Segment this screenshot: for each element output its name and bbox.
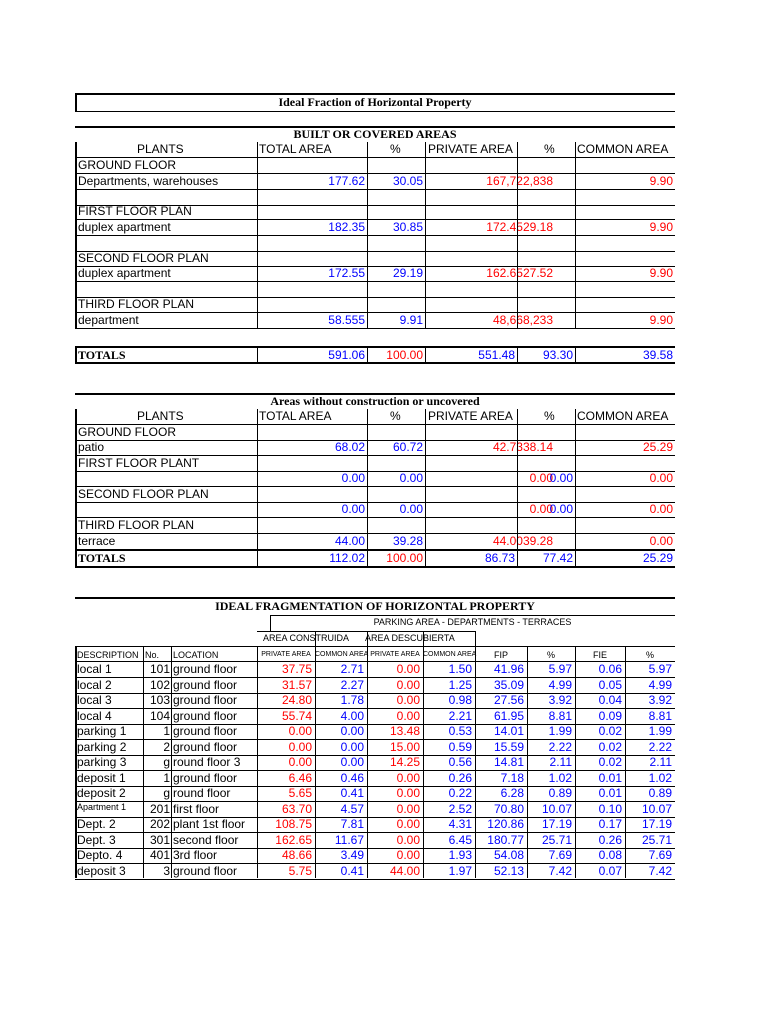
grid-line <box>75 328 675 329</box>
frag-number: 202 <box>149 817 170 831</box>
grid-line <box>257 409 258 549</box>
frag-value-col-6: 0.26 <box>448 771 472 785</box>
frag-value-col-8: 8.81 <box>548 709 572 723</box>
frag-value-col-5: 44.00 <box>389 864 420 878</box>
percent-value: 60.72 <box>392 440 423 454</box>
frag-value-col-4: 4.00 <box>340 709 364 723</box>
frag-value-col-7: 52.13 <box>493 864 524 878</box>
frag-value-col-6: 2.52 <box>448 802 472 816</box>
grid-line <box>75 281 675 282</box>
group-header-built: AREA CONSTRUIDA <box>263 633 350 643</box>
frag-value-col-8: 1.02 <box>548 771 572 785</box>
column-header: COMMON AREA <box>577 409 669 423</box>
frag-value-col-5: 13.48 <box>389 724 420 738</box>
frag-value-col-9: 0.01 <box>598 771 622 785</box>
frag-column-header: No. <box>145 650 160 660</box>
frag-number: 103 <box>149 693 170 707</box>
grid-line <box>575 549 576 566</box>
frag-value-col-10: 4.99 <box>648 678 672 692</box>
frag-value-col-10: 2.11 <box>649 755 672 769</box>
frag-description: Dept. 2 <box>77 817 116 831</box>
frag-value-col-5: 0.00 <box>396 848 420 862</box>
grid-line <box>367 346 368 362</box>
grid-line <box>315 631 316 646</box>
row-label: duplex apartment <box>78 220 171 234</box>
frag-value-col-4: 1.78 <box>340 693 364 707</box>
group-header-uncovered: AREA DESCUBIERTA <box>365 633 455 643</box>
row-label: THIRD FLOOR PLAN <box>78 297 195 311</box>
common-area-value: 0.00 <box>649 502 673 516</box>
totals-private-percent: 93.30 <box>542 348 573 362</box>
frag-location: ground floor <box>173 662 238 676</box>
frag-value-col-3: 24.80 <box>281 693 312 707</box>
common-area-value: 9.90 <box>649 313 673 327</box>
totals-percent: 100.00 <box>386 348 423 362</box>
frag-value-col-6: 0.98 <box>448 693 472 707</box>
frag-column-header: FIP <box>493 650 508 660</box>
frag-value-col-7: 180.77 <box>487 833 524 847</box>
grid-line <box>143 646 144 878</box>
grid-line <box>75 549 77 566</box>
frag-subtitle: PARKING AREA - DEPARTMENTS - TERRACES <box>373 617 572 627</box>
frag-value-col-4: 0.41 <box>340 864 364 878</box>
frag-value-col-4: 0.00 <box>340 755 364 769</box>
frag-value-col-5: 14.25 <box>389 755 420 769</box>
frag-value-col-8: 7.42 <box>548 864 572 878</box>
frag-value-col-4: 3.49 <box>340 848 364 862</box>
row-label: department <box>78 313 139 327</box>
frag-value-col-6: 1.97 <box>448 864 472 878</box>
frag-value-col-7: 7.18 <box>500 771 524 785</box>
frag-number: 2 <box>163 740 170 754</box>
frag-description: deposit 2 <box>77 786 126 800</box>
grid-line <box>367 631 368 646</box>
percent-value: 0.00 <box>399 502 423 516</box>
common-area-value: 0.00 <box>649 471 673 485</box>
frag-value-col-10: 8.81 <box>648 709 672 723</box>
totals-private-percent: 77.42 <box>542 551 573 565</box>
frag-value-col-6: 2.21 <box>448 709 472 723</box>
frag-value-col-8: 5.97 <box>548 662 572 676</box>
frag-location: round floor 3 <box>173 755 241 769</box>
row-label: patio <box>78 440 105 454</box>
totals-total-area: 112.02 <box>329 551 365 565</box>
frag-location: ground floor <box>173 724 238 738</box>
frag-value-col-9: 0.08 <box>598 848 622 862</box>
frag-value-col-7: 41.96 <box>493 662 524 676</box>
frag-location: ground floor <box>173 771 238 785</box>
frag-value-col-8: 2.22 <box>548 740 572 754</box>
frag-value-col-5: 0.00 <box>396 817 420 831</box>
total-area-value: 58.555 <box>328 313 365 327</box>
grid-line <box>425 346 426 362</box>
grid-line <box>75 646 675 647</box>
column-header: % <box>544 409 555 423</box>
frag-value-col-8: 1.99 <box>548 724 572 738</box>
frag-number: 1 <box>163 771 170 785</box>
frag-column-header: DESCRIPTION <box>77 650 139 660</box>
frag-value-col-8: 10.07 <box>541 802 572 816</box>
grid-line <box>75 409 77 549</box>
frag-column-header: FIE <box>592 650 607 660</box>
frag-value-col-3: 31.57 <box>281 678 312 692</box>
frag-number: g <box>163 786 170 800</box>
frag-column-header: COMMON AREA <box>315 651 369 658</box>
frag-value-col-9: 0.04 <box>598 693 622 707</box>
grid-line <box>575 142 576 328</box>
frag-description: deposit 3 <box>77 864 126 878</box>
total-area-value: 172.55 <box>328 266 365 280</box>
frag-description: Depto. 4 <box>77 848 123 862</box>
grid-line <box>257 549 258 566</box>
total-area-value: 177.62 <box>328 174 365 188</box>
grid-line <box>257 346 258 362</box>
frag-value-col-7: 54.08 <box>493 848 524 862</box>
frag-description: parking 3 <box>77 755 127 769</box>
frag-number: g <box>163 755 170 769</box>
frag-value-col-5: 0.00 <box>396 662 420 676</box>
frag-value-col-5: 0.00 <box>396 693 420 707</box>
total-area-value: 0.00 <box>341 471 365 485</box>
frag-value-col-10: 25.71 <box>641 833 672 847</box>
frag-number: 104 <box>149 709 170 723</box>
row-label: SECOND FLOOR PLAN <box>78 487 209 501</box>
column-header: PRIVATE AREA <box>428 142 513 156</box>
frag-value-col-5: 0.00 <box>396 802 420 816</box>
frag-value-col-5: 0.00 <box>396 786 420 800</box>
private-area-value: 172.4529.18 <box>486 220 553 234</box>
percent-value: 30.05 <box>392 174 423 188</box>
frag-description: Apartment 1 <box>77 802 127 812</box>
frag-value-col-4: 2.71 <box>340 662 364 676</box>
grid-line <box>423 631 424 646</box>
row-label: duplex apartment <box>78 266 171 280</box>
frag-value-col-8: 7.69 <box>548 848 572 862</box>
frag-value-col-8: 0.89 <box>548 786 572 800</box>
frag-description: parking 1 <box>77 724 127 738</box>
frag-value-col-3: 5.75 <box>288 864 312 878</box>
grid-line <box>257 631 475 632</box>
frag-value-col-9: 0.10 <box>598 802 622 816</box>
grid-line <box>517 346 518 362</box>
totals-private-area: 551.48 <box>478 348 515 362</box>
row-label: GROUND FLOOR <box>78 158 177 172</box>
common-area-value: 9.90 <box>649 220 673 234</box>
totals-label: TOTALS <box>78 348 126 362</box>
frag-value-col-8: 4.99 <box>548 678 572 692</box>
frag-value-col-4: 11.67 <box>334 833 364 847</box>
frag-number: 102 <box>149 678 170 692</box>
grid-line <box>475 631 476 646</box>
frag-description: parking 2 <box>77 740 127 754</box>
frag-value-col-8: 2.11 <box>549 755 572 769</box>
frag-location: first floor <box>173 802 220 816</box>
frag-value-col-5: 0.00 <box>396 771 420 785</box>
frag-value-col-10: 2.22 <box>648 740 672 754</box>
frag-value-col-9: 0.05 <box>598 678 622 692</box>
frag-value-col-10: 17.19 <box>641 817 672 831</box>
grid-line <box>527 646 528 878</box>
frag-value-col-3: 48.66 <box>281 848 312 862</box>
private-area-value: 0.00 <box>529 502 553 516</box>
row-label: THIRD FLOOR PLAN <box>78 518 195 532</box>
private-area-value: 162.6527.52 <box>486 266 553 280</box>
totals-label: TOTALS <box>78 551 126 565</box>
row-label: FIRST FLOOR PLANT <box>78 456 200 470</box>
grid-line <box>517 142 518 328</box>
total-area-value: 44.00 <box>334 534 365 548</box>
grid-line <box>517 409 518 549</box>
grid-line <box>75 142 77 328</box>
percent-value: 39.28 <box>392 534 423 548</box>
column-header: PLANTS <box>137 142 184 156</box>
percent-value: 29.19 <box>392 266 423 280</box>
common-area-value: 9.90 <box>649 174 673 188</box>
frag-value-col-6: 6.45 <box>448 833 472 847</box>
private-area-value: 42.7338.14 <box>492 440 553 454</box>
frag-description: local 3 <box>77 693 112 707</box>
frag-description: local 4 <box>77 709 112 723</box>
grid-line <box>475 646 476 878</box>
column-header: PLANTS <box>137 409 184 423</box>
frag-number: 201 <box>149 802 170 816</box>
grid-line <box>367 142 368 328</box>
grid-line <box>171 646 172 878</box>
private-percent-value: 0.00 <box>549 502 573 516</box>
frag-number: 101 <box>149 662 170 676</box>
row-label: Departments, warehouses <box>78 174 219 188</box>
frag-value-col-4: 4.57 <box>340 802 364 816</box>
frag-value-col-9: 0.09 <box>598 709 622 723</box>
frag-value-col-3: 5.65 <box>288 786 312 800</box>
row-label: SECOND FLOOR PLAN <box>78 251 209 265</box>
grid-line <box>315 646 316 878</box>
grid-line <box>75 362 675 364</box>
private-area-value: 48,668,233 <box>492 313 553 327</box>
frag-value-col-4: 7.81 <box>340 817 364 831</box>
common-area-value: 25.29 <box>642 440 673 454</box>
common-area-value: 9.90 <box>649 266 673 280</box>
page-title: Ideal Fraction of Horizontal Property <box>278 95 472 109</box>
totals-total-area: 591.06 <box>328 348 365 362</box>
grid-line <box>575 646 576 878</box>
private-area-value: 0.00 <box>529 471 553 485</box>
percent-value: 0.00 <box>399 471 423 485</box>
grid-line <box>270 615 675 616</box>
frag-value-col-9: 0.26 <box>598 833 622 847</box>
frag-value-col-9: 0.06 <box>598 662 622 676</box>
total-area-value: 0.00 <box>341 502 365 516</box>
frag-value-col-5: 15.00 <box>389 740 420 754</box>
grid-line <box>575 409 576 549</box>
grid-line <box>425 409 426 549</box>
frag-value-col-3: 162.65 <box>275 833 312 847</box>
grid-line <box>257 142 258 328</box>
frag-value-col-7: 27.56 <box>493 693 524 707</box>
frag-column-header: PRIVATE AREA <box>261 651 311 658</box>
built-title: BUILT OR COVERED AREAS <box>293 127 457 141</box>
frag-value-col-6: 1.25 <box>448 678 472 692</box>
frag-value-col-10: 1.02 <box>648 771 672 785</box>
frag-description: local 1 <box>77 662 112 676</box>
frag-value-col-3: 37.75 <box>281 662 312 676</box>
frag-value-col-3: 0.00 <box>288 755 312 769</box>
row-label: FIRST FLOOR PLAN <box>78 204 192 218</box>
column-header: % <box>390 142 401 156</box>
frag-value-col-7: 61.95 <box>493 709 524 723</box>
frag-value-col-5: 0.00 <box>396 678 420 692</box>
grid-line <box>75 235 675 236</box>
column-header: PRIVATE AREA <box>428 409 513 423</box>
grid-line <box>367 549 368 566</box>
column-header: TOTAL AREA <box>259 409 332 423</box>
frag-number: 3 <box>163 864 170 878</box>
frag-value-col-7: 70.80 <box>493 802 524 816</box>
totals-common-area: 39.58 <box>642 348 673 362</box>
frag-value-col-10: 7.69 <box>648 848 672 862</box>
percent-value: 30.85 <box>392 220 423 234</box>
common-area-value: 0.00 <box>649 534 673 548</box>
frag-value-col-6: 0.59 <box>448 740 472 754</box>
frag-value-col-4: 2.27 <box>340 678 364 692</box>
frag-value-col-4: 0.00 <box>340 740 364 754</box>
grid-line <box>270 615 271 631</box>
frag-value-col-10: 0.89 <box>648 786 672 800</box>
frag-value-col-8: 3.92 <box>548 693 572 707</box>
frag-location: plant 1st floor <box>173 817 246 831</box>
total-area-value: 68.02 <box>334 440 365 454</box>
frag-value-col-9: 0.02 <box>598 755 622 769</box>
frag-column-header: % <box>546 650 555 660</box>
frag-value-col-3: 0.00 <box>288 740 312 754</box>
frag-value-col-9: 0.07 <box>598 864 622 878</box>
frag-location: ground floor <box>173 709 238 723</box>
frag-value-col-6: 0.22 <box>448 786 472 800</box>
frag-value-col-3: 0.00 <box>288 724 312 738</box>
frag-number: 401 <box>149 848 170 862</box>
private-area-value: 167,722,838 <box>486 174 553 188</box>
frag-value-col-4: 0.00 <box>340 724 364 738</box>
frag-value-col-7: 6.28 <box>500 786 524 800</box>
frag-value-col-9: 0.01 <box>598 786 622 800</box>
column-header: TOTAL AREA <box>259 142 332 156</box>
frag-number: 1 <box>163 724 170 738</box>
frag-value-col-6: 4.31 <box>448 817 472 831</box>
frag-value-col-3: 108.75 <box>275 817 312 831</box>
totals-common-area: 25.29 <box>642 551 673 565</box>
grid-line <box>75 646 77 878</box>
column-header: % <box>544 142 555 156</box>
frag-column-header: PRIVATE AREA <box>370 651 420 658</box>
grid-line <box>575 346 576 362</box>
total-area-value: 182.35 <box>328 220 365 234</box>
frag-location: ground floor <box>173 678 238 692</box>
frag-value-col-5: 0.00 <box>396 833 420 847</box>
row-label: terrace <box>78 534 116 548</box>
frag-value-col-6: 1.50 <box>448 662 472 676</box>
frag-title: IDEAL FRAGMENTATION OF HORIZONTAL PROPERTY <box>215 599 535 613</box>
frag-description: Dept. 3 <box>77 833 116 847</box>
frag-value-col-10: 3.92 <box>648 693 672 707</box>
frag-value-col-7: 15.59 <box>493 740 524 754</box>
frag-number: 301 <box>149 833 170 847</box>
frag-column-header: LOCATION <box>173 650 219 660</box>
frag-location: second floor <box>173 833 239 847</box>
frag-location: round floor <box>173 786 231 800</box>
frag-value-col-10: 5.97 <box>648 662 672 676</box>
frag-location: ground floor <box>173 740 238 754</box>
grid-line <box>625 646 626 878</box>
frag-value-col-7: 14.81 <box>493 755 524 769</box>
frag-value-col-5: 0.00 <box>396 709 420 723</box>
grid-line <box>75 879 675 880</box>
grid-line <box>75 566 675 568</box>
frag-value-col-10: 7.42 <box>648 864 672 878</box>
grid-line <box>423 646 424 878</box>
grid-line <box>75 346 77 362</box>
private-area-value: 44.0039.28 <box>492 534 553 548</box>
frag-value-col-8: 25.71 <box>541 833 572 847</box>
frag-value-col-7: 120.86 <box>487 817 524 831</box>
grid-line <box>367 409 368 549</box>
row-label: GROUND FLOOR <box>78 425 177 439</box>
frag-value-col-7: 14.01 <box>493 724 524 738</box>
frag-value-col-3: 6.46 <box>288 771 312 785</box>
title-bottom-border <box>75 111 675 112</box>
frag-value-col-10: 1.99 <box>648 724 672 738</box>
private-percent-value: 0.00 <box>549 471 573 485</box>
grid-line <box>367 646 368 878</box>
column-header: % <box>390 409 401 423</box>
totals-private-area: 86.73 <box>484 551 515 565</box>
frag-value-col-6: 1.93 <box>448 848 472 862</box>
frag-value-col-6: 0.53 <box>448 724 472 738</box>
frag-value-col-9: 0.02 <box>598 740 622 754</box>
totals-percent: 100.00 <box>386 551 423 565</box>
frag-value-col-3: 55.74 <box>281 709 312 723</box>
frag-value-col-7: 35.09 <box>493 678 524 692</box>
frag-description: local 2 <box>77 678 112 692</box>
frag-column-header: COMMON AREA <box>423 651 477 658</box>
grid-line <box>425 549 426 566</box>
frag-value-col-6: 0.56 <box>448 755 472 769</box>
frag-value-col-3: 63.70 <box>281 802 312 816</box>
column-header: COMMON AREA <box>577 142 669 156</box>
frag-value-col-9: 0.17 <box>598 817 622 831</box>
frag-location: ground floor <box>173 864 238 878</box>
frag-location: 3rd floor <box>173 848 218 862</box>
frag-location: ground floor <box>173 693 238 707</box>
grid-line <box>75 189 675 190</box>
frag-value-col-4: 0.46 <box>340 771 364 785</box>
frag-value-col-8: 17.19 <box>541 817 572 831</box>
frag-description: deposit 1 <box>77 771 126 785</box>
frag-value-col-10: 10.07 <box>641 802 672 816</box>
frag-value-col-9: 0.02 <box>598 724 622 738</box>
grid-line <box>425 142 426 328</box>
percent-value: 9.91 <box>399 313 423 327</box>
uncovered-title: Areas without construction or uncovered <box>270 394 480 408</box>
frag-value-col-4: 0.41 <box>340 786 364 800</box>
frag-column-header: % <box>645 650 654 660</box>
grid-line <box>257 646 258 878</box>
grid-line <box>517 549 518 566</box>
